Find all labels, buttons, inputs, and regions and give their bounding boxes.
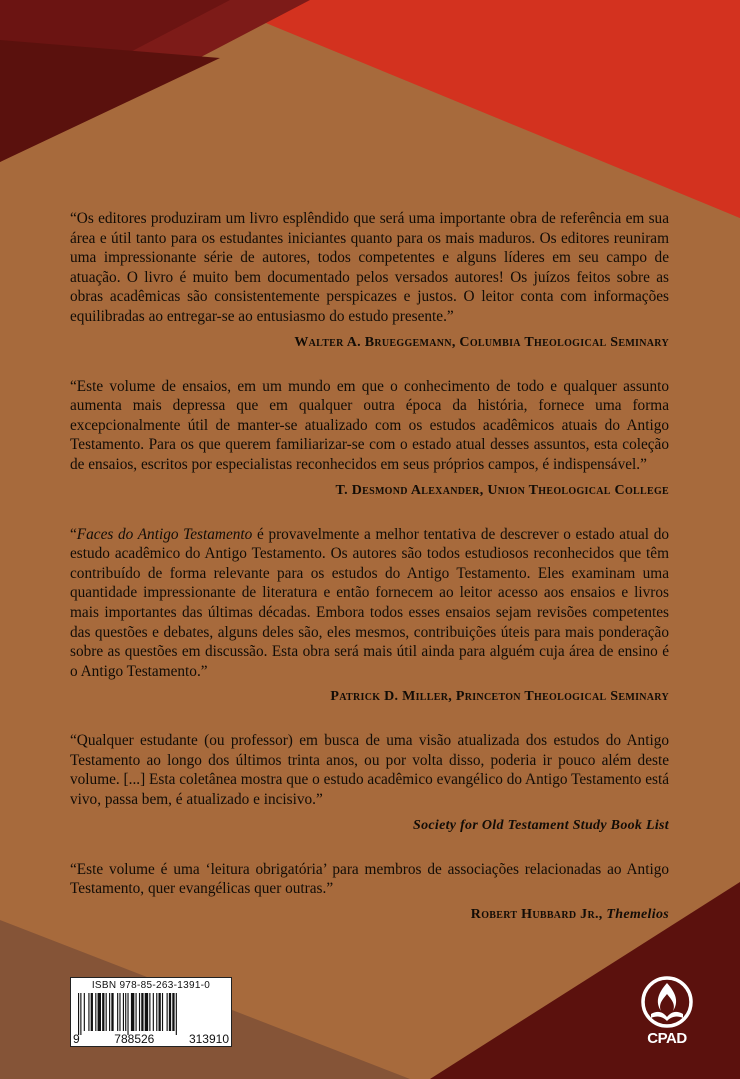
quote-attribution <box>70 688 669 706</box>
barcode-bar <box>88 993 89 1031</box>
barcode-bar <box>117 993 118 1031</box>
separator: , <box>451 334 460 350</box>
barcode-bar <box>156 993 157 1031</box>
barcode-bar <box>91 993 93 1031</box>
barcode-bar <box>125 993 126 1031</box>
author-name: T. Desmond Alexander <box>335 482 480 498</box>
testimonial-3 <box>70 525 669 707</box>
barcode-bars <box>78 993 224 1035</box>
barcode-bar <box>162 993 163 1031</box>
barcode-bar <box>106 993 107 1031</box>
barcode-digit-group: 788526 <box>114 1032 155 1046</box>
barcode-bar <box>145 993 148 1031</box>
author-name: Patrick D. Miller <box>330 689 449 705</box>
logo-text: CPAD <box>647 1030 687 1047</box>
barcode-bar <box>95 993 96 1031</box>
isbn-label: ISBN 978-85-263-1391-0 <box>91 980 211 991</box>
author-institution: Columbia Theological Seminary <box>459 334 669 350</box>
publication-name: Society for Old Testament Study Book List <box>412 817 669 833</box>
barcode-bar <box>111 993 113 1031</box>
separator: , <box>448 689 456 705</box>
barcode-bar <box>131 993 134 1031</box>
quote-text <box>70 525 669 682</box>
separator: , <box>479 482 488 498</box>
testimonial-2 <box>70 377 669 500</box>
book-title: Faces do Antigo Testamento <box>76 525 253 543</box>
publication-name: Themelios <box>606 906 669 922</box>
barcode-bar <box>109 993 110 1031</box>
barcode-bar <box>159 993 161 1031</box>
barcode-bar <box>84 993 85 1031</box>
barcode-bar <box>102 993 104 1031</box>
quote-text: “Qualquer estudante (ou professor) em busca de uma visão atualizada dos estudos do Antigo Testamento ao longo dos últimos trinta anos, ou por volta disso, poderia ir pouco além deste volume. [...] Esta coletânea mostra que o estudo acadêmico evangélico do Antigo Testamento está vivo, passa bem, é atualizado e incisivo.” <box>70 732 669 809</box>
flame-icon <box>658 983 676 1011</box>
barcode-bar <box>98 993 101 1031</box>
barcode-bar <box>149 993 150 1031</box>
quote-text: “Os editores produziram um livro esplêndido que será uma importante obra de referência em sua área e útil tanto para os estudantes iniciantes quanto para os mais maduros. Os editores reuniram uma impressionante série de autores, todos competentes e alguns líderes em seu campo de atuação. O livro é muito bem documentado pelos versados autores! Os juízos feitos sobre as obras acadêmicas são consistentemente perspicazes e justos. O leitor conta com informações equilibradas ao entregar-se ao entusiasmo do estudo presente.” <box>70 210 669 325</box>
barcode-bar <box>123 993 124 1031</box>
cpad-logo <box>638 975 696 1047</box>
barcode-bar <box>119 993 120 1031</box>
dark-red-left <box>0 40 220 162</box>
barcode-bar <box>167 993 168 1031</box>
quote-attribution <box>70 817 669 835</box>
quote-text: “Este volume é uma ‘leitura obrigatória’ para membros de associações relacionadas ao Antigo Testamento, quer evangélicas quer outras.” <box>70 860 669 898</box>
quote-attribution <box>70 482 669 500</box>
barcode-bar <box>136 993 137 1031</box>
barcode-bar <box>78 993 79 1035</box>
quote-attribution <box>70 906 669 924</box>
barcode-digit-group: 313910 <box>188 1032 229 1046</box>
quote-body: é provavelmente a melhor tentativa de descrever o estado atual do estudo acadêmico do Antigo Testamento. Os autores são todos estudiosos reconhecidos que têm contribuído de forma relevante para os estudos do Antigo Testamento. Eles examinam uma quantidade impressionante de literatura e então fornecem ao leitor acesso aos ensaios e livros mais importantes das últimas décadas. Embora todos esses ensaios sejam revisões competentes das questões e debates, alguns deles são, eles mesmos, contribuições úteis para mais ponderação sobre as questões em discussão. Esta obra será mais útil ainda para alguém cuja área de ensino é o Antigo Testamento.” <box>70 525 669 680</box>
barcode-bar <box>153 993 154 1031</box>
barcode-bar <box>176 993 177 1035</box>
quote-attribution <box>70 334 669 352</box>
testimonials <box>70 209 669 949</box>
separator: , <box>598 906 607 922</box>
barcode-digit-group: 9 <box>73 1032 80 1046</box>
barcode-bar <box>139 993 140 1031</box>
barcode-bar <box>127 993 128 1035</box>
open-quote: “ <box>70 525 77 543</box>
testimonial-5 <box>70 860 669 924</box>
barcode-bar <box>141 993 143 1031</box>
barcode-bar <box>80 993 81 1035</box>
book-icon <box>651 1012 683 1021</box>
author-institution: Union Theological College <box>487 482 669 498</box>
barcode-bar <box>172 993 174 1031</box>
bright-red-band <box>210 0 740 218</box>
author-name: Walter A. Brueggemann <box>294 334 452 350</box>
author-institution: Princeton Theological Seminary <box>455 689 669 705</box>
testimonial-1 <box>70 209 669 352</box>
barcode <box>70 977 232 1047</box>
barcode-digits <box>73 1033 229 1045</box>
quote-text: “Este volume de ensaios, em um mundo em que o conhecimento de todo e qualquer assunto aumenta mais depressa que em qualquer outra época da história, fornece uma forma excepcionalmente útil de manter-se atualizado com os estudos acadêmicos atuais do Antigo Testamento. Para os que querem familiarizar-se com o estado atual desses assuntos, esta coleção de ensaios, escritos por especialistas reconhecidos em seus próprios campos, é indispensável.” <box>70 377 669 473</box>
testimonial-4 <box>70 731 669 834</box>
author-name: Robert Hubbard Jr. <box>470 906 599 922</box>
barcode-bar <box>169 993 171 1031</box>
